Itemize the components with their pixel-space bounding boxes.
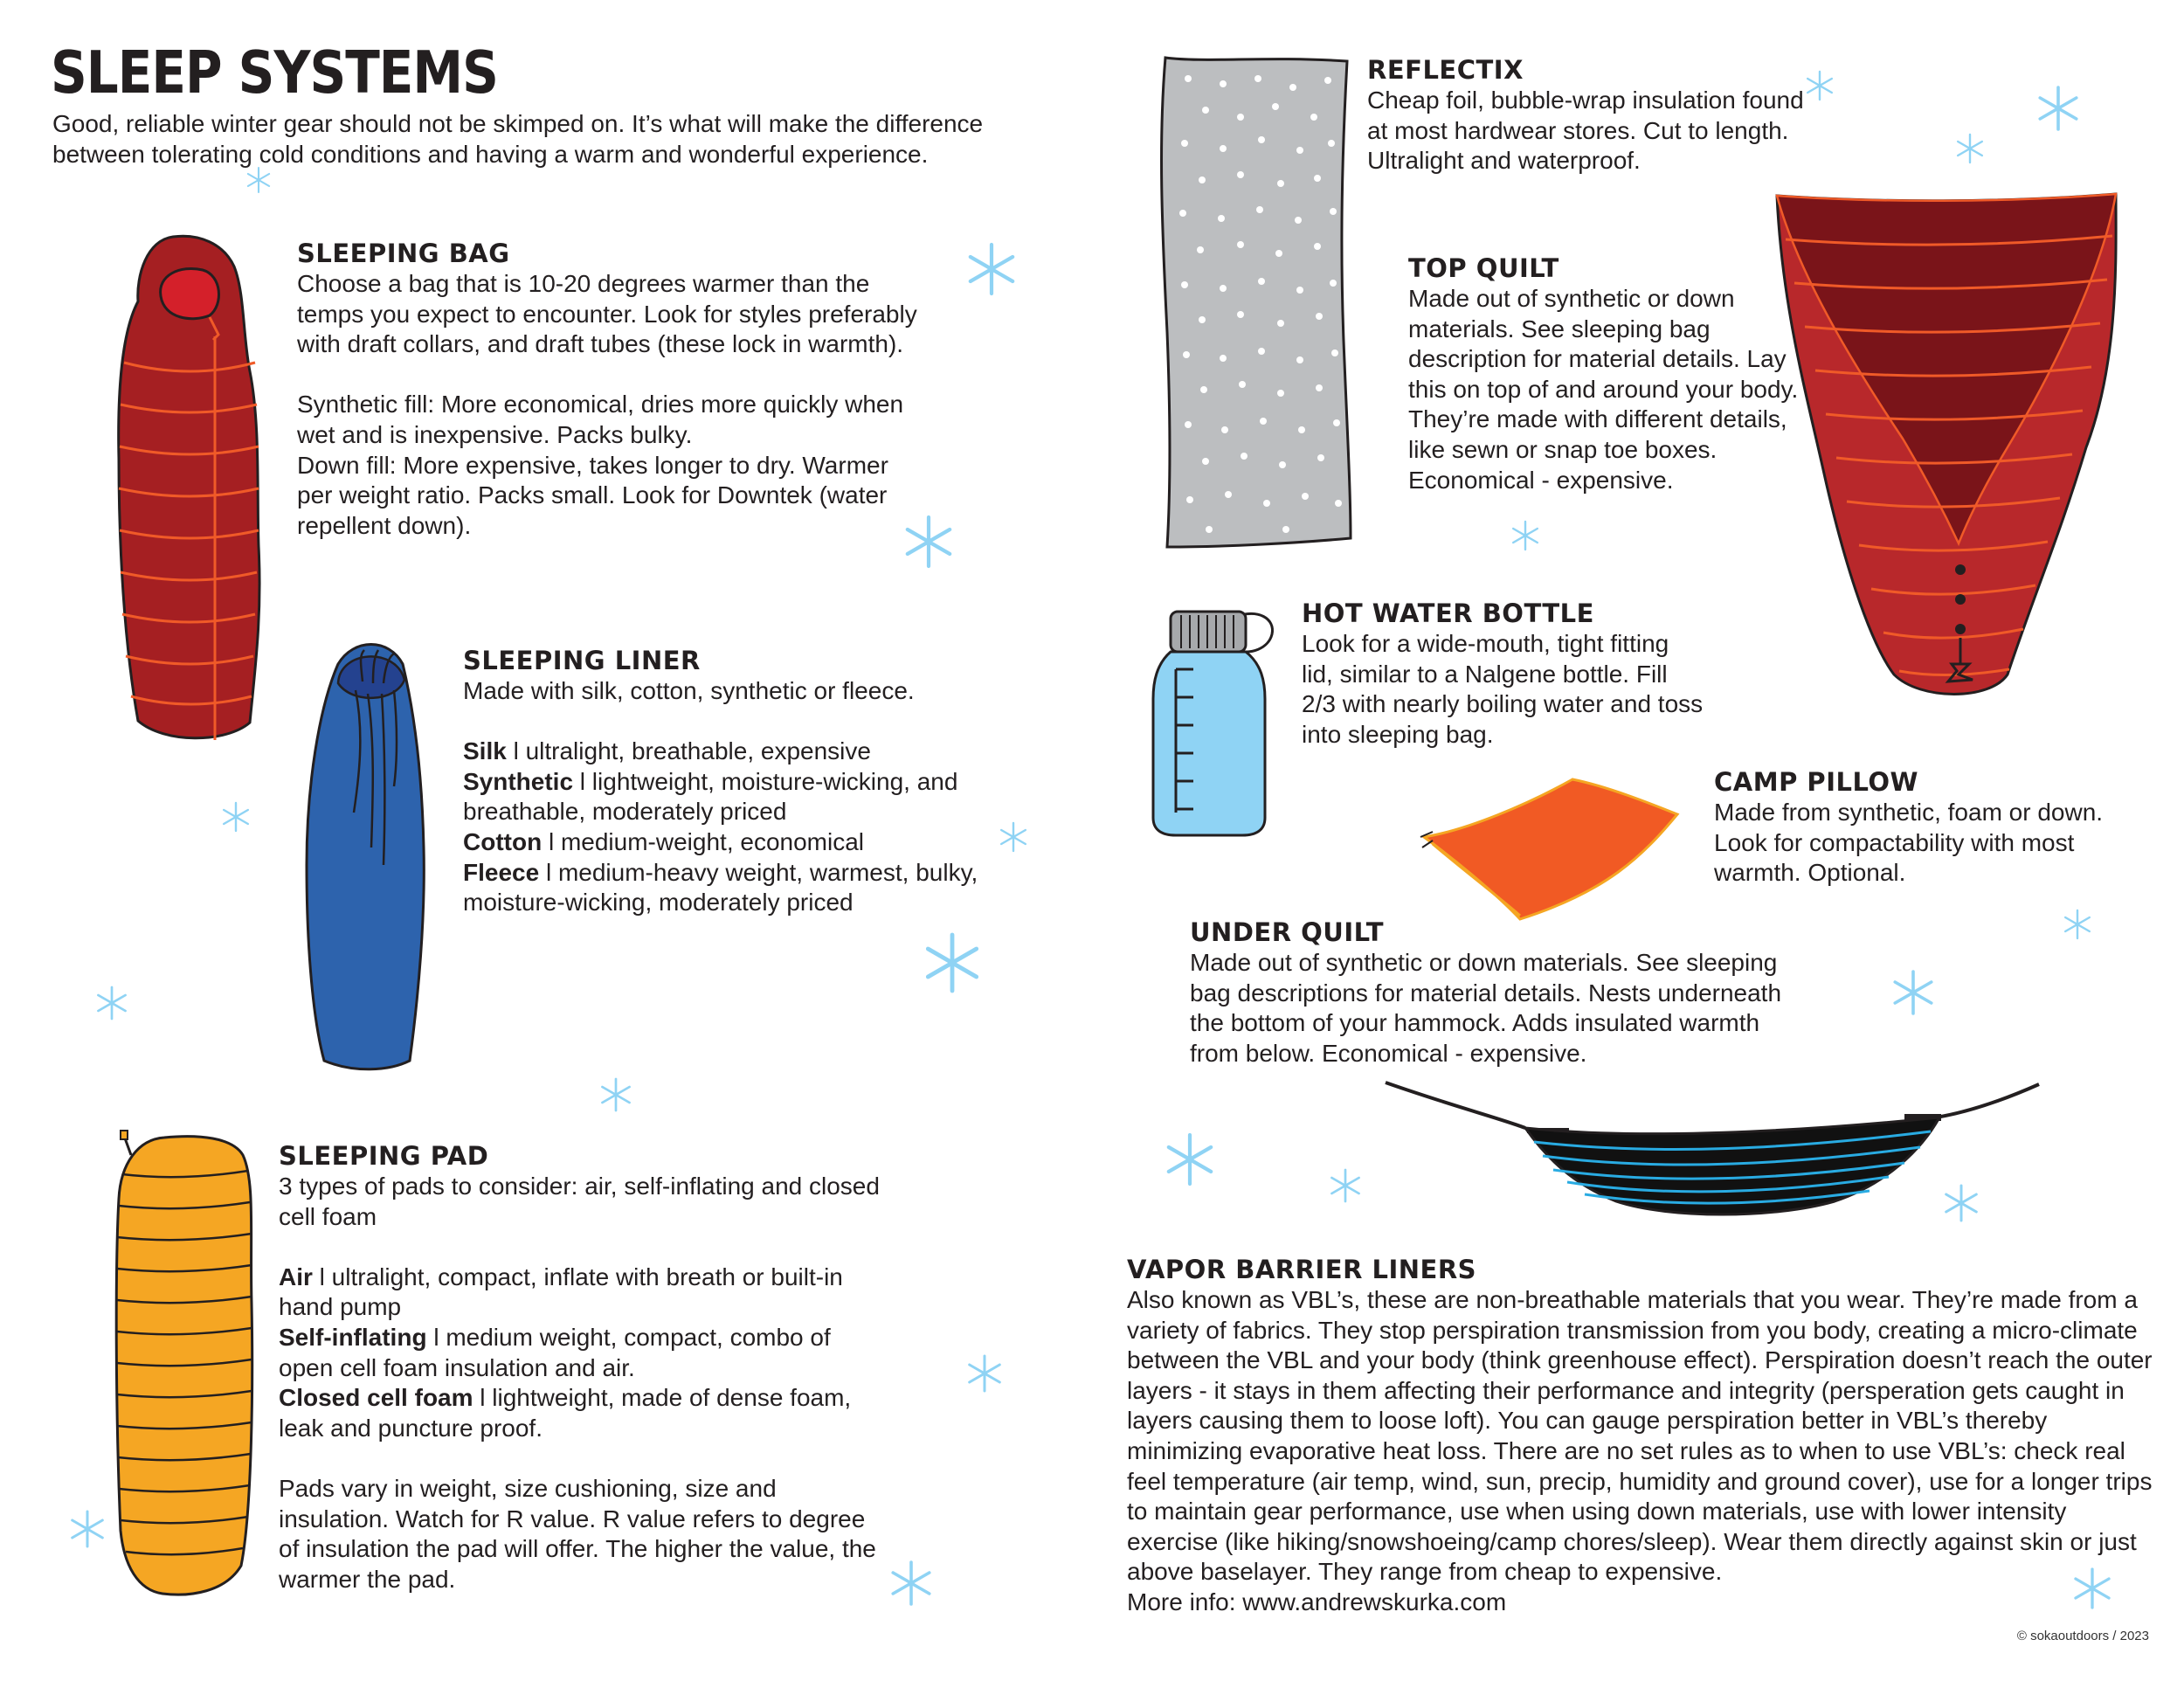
camp-pillow-text: Made from synthetic, foam or down. Look for compactability with most warmth. Optional. (1714, 799, 2104, 887)
vbl-more-info: More info: www.andrewskurka.com (1127, 1588, 1507, 1615)
sleeping-bag-heading: SLEEPING BAG (297, 239, 510, 268)
pad-closed-cell: Closed cell foam l lightweight, made of dense foam, leak and puncture proof. (279, 1384, 852, 1442)
sleeping-pad-note: Pads vary in weight, size cushioning, size and insulation. Watch for R value. R value refers to degree of insulation the pad will offer. The higher the value, the warmer the pad. (279, 1474, 876, 1593)
synthetic-fill-text: Synthetic fill: More economical, dries more quickly when wet and is inexpensive. Packs bulky. (297, 391, 904, 448)
top-quilt-text: Made out of synthetic or down materials. See sleeping bag description for material details. Lay this on top of and around your body. They’re made with different details, like sewn or snap toe boxes. Economical - expensive. (1408, 285, 1799, 494)
pad-self-inflating: Self-inflating l medium weight, compact, combo of open cell foam insulation and air. (279, 1323, 831, 1381)
camp-pillow-heading: CAMP PILLOW (1714, 767, 1919, 797)
liner-silk: Silk l ultralight, breathable, expensive (463, 737, 871, 765)
sleeping-liner-heading: SLEEPING LINER (463, 646, 701, 675)
intro-text: Good, reliable winter gear should not be skimped on. It’s what will make the difference between tolerating cold conditions and having a warm and wonderful experience. (52, 110, 984, 168)
sleeping-liner-intro: Made with silk, cotton, synthetic or fleece. (463, 677, 915, 704)
under-quilt-text: Made out of synthetic or down materials. See sleeping bag descriptions for material details. Nests underneath the bottom of your hammock. Adds insulated warmth from below. Economical - expensive. (1190, 949, 1782, 1067)
reflectix-text: Cheap foil, bubble-wrap insulation found at most hardwear stores. Cut to length. Ultralight and waterproof. (1367, 86, 1804, 175)
reflectix-heading: REFLECTIX (1367, 55, 1524, 85)
under-quilt-heading: UNDER QUILT (1190, 917, 1385, 947)
page-title: SLEEP SYSTEMS (51, 38, 498, 107)
top-quilt-heading: TOP QUILT (1408, 253, 1559, 283)
sleeping-bag-description: Choose a bag that is 10-20 degrees warmer than the temps you expect to encounter. Look for styles preferably with draft collars, and draft tubes (these lock in warmth). (297, 270, 917, 358)
copyright-credit: © sokaoutdoors / 2023 (2016, 1629, 2149, 1643)
liner-fleece: Fleece l medium-heavy weight, warmest, bulky, moisture-wicking, moderately priced (463, 858, 978, 917)
vbl-heading: VAPOR BARRIER LINERS (1127, 1255, 1477, 1284)
liner-synthetic: Synthetic l lightweight, moisture-wicking, and breathable, moderately priced (463, 767, 958, 826)
sleeping-pad-heading: SLEEPING PAD (279, 1141, 489, 1171)
hot-water-bottle-text: Look for a wide-mouth, tight fitting lid, similar to a Nalgene bottle. Fill 2/3 with nearly boiling water and toss into sleeping bag. (1302, 630, 1704, 748)
vbl-text: Also known as VBL’s, these are non-breathable materials that you wear. They’re made from a variety of fabrics. They stop perspiration transmission from you body, creating a micro-climate between the VBL and your body (think greenhouse effect). Perspiration doesn’t reach the outer layers - it stays in them affecting their performance and integrity (persperation gets caught in layers causing them to loose loft). You can gauge perspiration better in VBL’s thereby minimizing evaporative heat loss. There are no set rules as to when to use VBL’s: check real feel temperature (air temp, wind, sun, precip, humidity and ground cover), use for a longer trips to maintain gear performance, use when using down materials, use with lower intensity exercise (like hiking/snowshoeing/camp chores/sleep). Wear them directly against skin or just above baselayer. They range from cheap to expensive. (1127, 1286, 2153, 1586)
pad-air: Air l ultralight, compact, inflate with breath or built-in hand pump (279, 1263, 843, 1321)
down-fill-text: Down fill: More expensive, takes longer to dry. Warmer per weight ratio. Packs small. Look for Downtek (water repellent down). (297, 451, 888, 539)
liner-cotton: Cotton l medium-weight, economical (463, 827, 864, 855)
sleeping-pad-intro: 3 types of pads to consider: air, self-inflating and closed cell foam (279, 1173, 880, 1230)
hot-water-bottle-heading: HOT WATER BOTTLE (1302, 598, 1594, 628)
